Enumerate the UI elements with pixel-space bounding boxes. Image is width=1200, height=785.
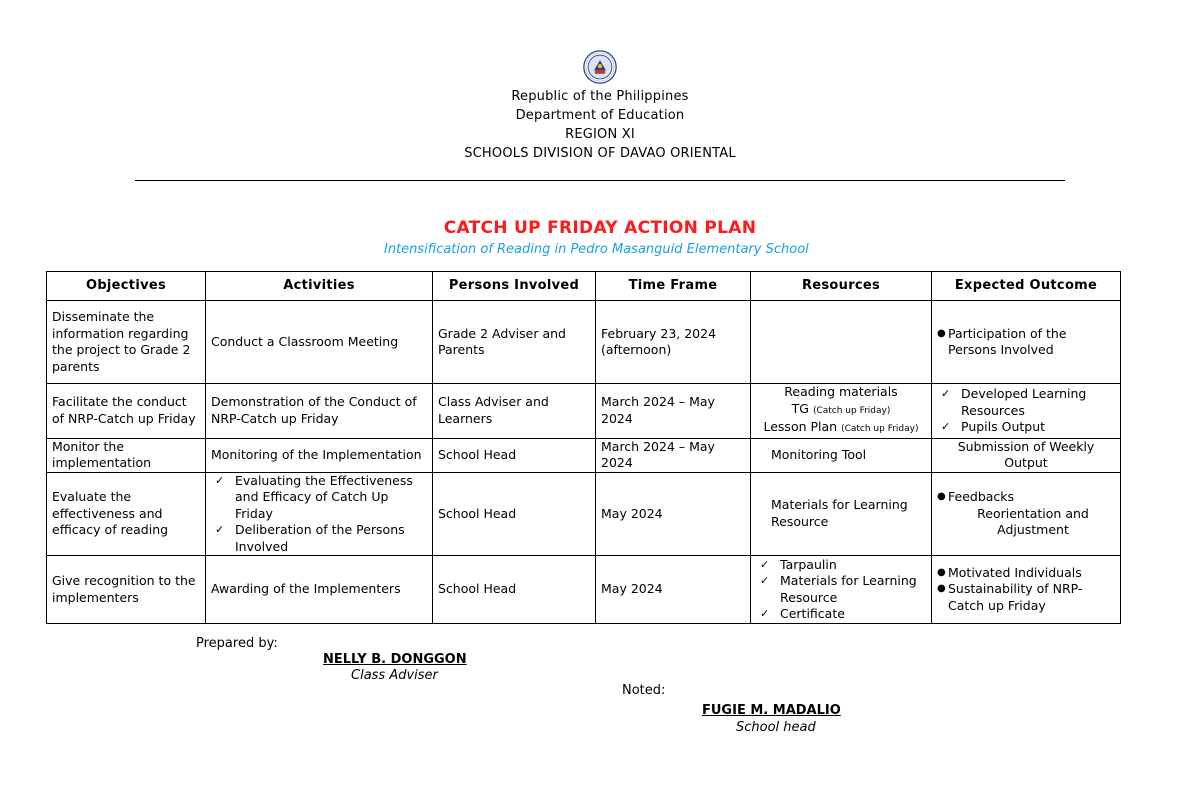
header-region: REGION XI bbox=[565, 127, 635, 142]
objective-cell: Facilitate the conduct of NRP-Catch up Friday bbox=[47, 384, 206, 439]
resource-text: Tarpaulin bbox=[780, 556, 837, 572]
outcome-cell bbox=[932, 556, 1121, 624]
prepared-by-label: Prepared by: bbox=[196, 636, 278, 651]
bullet-icon: ● bbox=[937, 583, 946, 595]
activity-text: Evaluating the Effectiveness and Efficacy of Catch Up Friday bbox=[235, 472, 413, 521]
column-header: Time Frame bbox=[596, 272, 751, 301]
table-row bbox=[47, 472, 1121, 556]
list-item bbox=[937, 419, 1115, 436]
list-item bbox=[937, 386, 1115, 419]
outcome-text: Pupils Output bbox=[961, 419, 1046, 434]
outcome-text: Feedbacks bbox=[948, 489, 1015, 504]
resource-text: Reading materials bbox=[784, 384, 898, 399]
table-row bbox=[47, 438, 1121, 472]
header-republic: Republic of the Philippines bbox=[511, 89, 689, 104]
noter-name: FUGIE M. MADALIO bbox=[702, 703, 841, 718]
resource-text: Materials for Learning Resource bbox=[780, 573, 917, 605]
persons-cell: School Head bbox=[433, 438, 596, 472]
timeframe-cell: May 2024 bbox=[596, 556, 751, 624]
bullet-icon: ● bbox=[937, 566, 946, 578]
activity-cell bbox=[206, 472, 433, 556]
timeframe-cell: February 23, 2024 (afternoon) bbox=[596, 301, 751, 384]
column-header: Resources bbox=[751, 272, 932, 301]
resource-text: Certificate bbox=[780, 606, 845, 621]
objective-cell: Evaluate the effectiveness and efficacy of reading bbox=[47, 472, 206, 556]
table-header-row bbox=[47, 272, 1121, 301]
list-item bbox=[211, 473, 427, 523]
resources-cell bbox=[751, 301, 932, 384]
resources-cell: Materials for Learning Resource bbox=[751, 472, 932, 556]
persons-cell: School Head bbox=[433, 556, 596, 624]
outcome-cell bbox=[932, 301, 1121, 384]
resource-text: TG bbox=[791, 400, 809, 416]
document-title: CATCH UP FRIDAY ACTION PLAN bbox=[443, 218, 757, 238]
activity-cell: Demonstration of the Conduct of NRP-Catch up Friday bbox=[206, 384, 433, 439]
resource-line bbox=[756, 401, 926, 420]
persons-cell: Grade 2 Adviser and Parents bbox=[433, 301, 596, 384]
resource-text: Lesson Plan bbox=[763, 419, 838, 434]
column-header: Expected Outcome bbox=[932, 272, 1121, 301]
list-item bbox=[756, 557, 926, 574]
header-department: Department of Education bbox=[515, 108, 685, 123]
outcome-text: Participation of the Persons Involved bbox=[948, 325, 1067, 357]
check-icon: ✓ bbox=[941, 420, 951, 433]
list-item bbox=[756, 573, 926, 606]
check-icon: ✓ bbox=[760, 557, 770, 571]
resources-cell bbox=[751, 556, 932, 624]
check-icon: ✓ bbox=[215, 473, 225, 487]
objective-cell: Monitor the implementation bbox=[47, 438, 206, 472]
list-item bbox=[937, 581, 1115, 614]
persons-cell: Class Adviser and Learners bbox=[433, 384, 596, 439]
header-division: SCHOOLS DIVISION OF DAVAO ORIENTAL bbox=[464, 146, 736, 161]
column-header: Objectives bbox=[47, 272, 206, 301]
deped-seal-logo bbox=[583, 50, 617, 84]
timeframe-cell: March 2024 – May 2024 bbox=[596, 384, 751, 439]
resources-cell: Monitoring Tool bbox=[751, 438, 932, 472]
activity-cell: Conduct a Classroom Meeting bbox=[206, 301, 433, 384]
list-item bbox=[756, 606, 926, 623]
check-icon: ✓ bbox=[941, 387, 951, 400]
preparer-name: NELLY B. DONGGON bbox=[323, 652, 467, 667]
preparer-role: Class Adviser bbox=[351, 668, 438, 683]
objective-cell: Give recognition to the implementers bbox=[47, 556, 206, 624]
activity-cell: Awarding of the Implementers bbox=[206, 556, 433, 624]
outcome-text: Developed Learning Resources bbox=[961, 386, 1087, 418]
outcome-cell bbox=[932, 384, 1121, 439]
timeframe-cell: March 2024 – May 2024 bbox=[596, 438, 751, 472]
persons-cell: School Head bbox=[433, 472, 596, 556]
outcome-extra: Reorientation and Adjustment bbox=[977, 505, 1089, 537]
noter-role: School head bbox=[736, 720, 816, 735]
noted-label: Noted: bbox=[622, 683, 666, 698]
action-plan-table bbox=[46, 271, 1121, 624]
list-item bbox=[937, 565, 1115, 582]
table-row bbox=[47, 556, 1121, 624]
check-icon: ✓ bbox=[760, 607, 770, 620]
table-row bbox=[47, 301, 1121, 384]
list-item bbox=[937, 489, 1115, 506]
resource-line bbox=[756, 384, 926, 401]
timeframe-cell: May 2024 bbox=[596, 472, 751, 556]
outcome-cell: Submission of Weekly Output bbox=[932, 438, 1121, 472]
bullet-icon: ● bbox=[937, 327, 946, 339]
list-item bbox=[211, 522, 427, 555]
objective-cell: Disseminate the information regarding the project to Grade 2 parents bbox=[47, 301, 206, 384]
column-header: Persons Involved bbox=[433, 272, 596, 301]
table-row bbox=[47, 384, 1121, 439]
column-header: Activities bbox=[206, 272, 433, 301]
check-icon: ✓ bbox=[215, 523, 225, 536]
resource-line bbox=[756, 419, 926, 438]
activity-text: Deliberation of the Persons Involved bbox=[235, 522, 405, 554]
bullet-icon: ● bbox=[937, 491, 946, 502]
outcome-text: Motivated Individuals bbox=[948, 564, 1082, 580]
outcome-cell bbox=[932, 472, 1121, 556]
document-subtitle: Intensification of Reading in Pedro Masanguid Elementary School bbox=[384, 242, 809, 257]
resource-note: (Catch up Friday) bbox=[841, 424, 919, 434]
outcome-text: Sustainability of NRP-Catch up Friday bbox=[948, 581, 1083, 613]
activity-cell: Monitoring of the Implementation bbox=[206, 438, 433, 472]
list-item bbox=[937, 326, 1115, 359]
resource-note: (Catch up Friday) bbox=[812, 405, 891, 416]
check-icon: ✓ bbox=[760, 574, 770, 587]
header-divider bbox=[135, 180, 1065, 181]
resources-cell bbox=[751, 384, 932, 439]
